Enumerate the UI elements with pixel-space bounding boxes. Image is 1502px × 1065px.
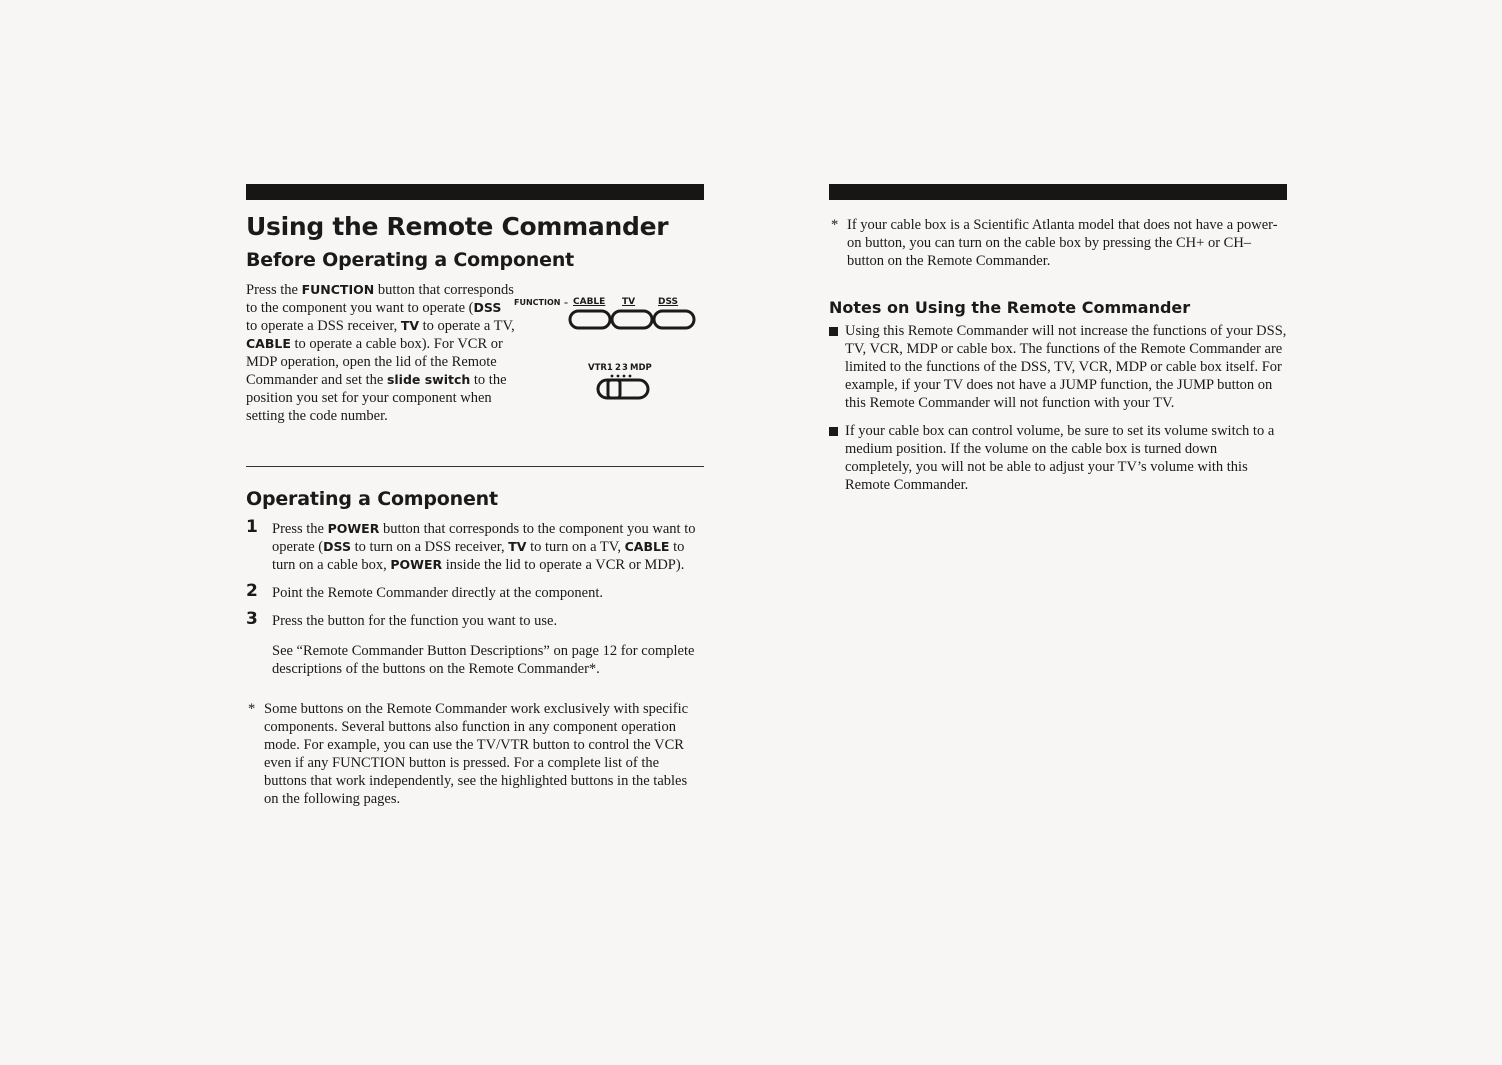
bullet-square-icon xyxy=(829,427,838,436)
note-item xyxy=(829,322,1287,412)
slide-switch-illustration xyxy=(586,363,676,407)
section-divider xyxy=(246,466,704,467)
text-run: to operate a DSS receiver, xyxy=(246,318,401,334)
function-dash: – xyxy=(564,298,568,307)
tv-button-shape xyxy=(612,311,652,328)
cable-keyword: CABLE xyxy=(246,336,291,351)
footnote-asterisk: * xyxy=(831,217,839,233)
mdp-label: MDP xyxy=(630,363,652,373)
step-number: 1 xyxy=(246,517,258,537)
note-item xyxy=(829,422,1287,494)
step-text: Point the Remote Commander directly at the component. xyxy=(272,585,604,601)
text-run: to operate a cable box). For VCR or MDP operation, open the lid of the Remote Commander and set the xyxy=(246,336,503,388)
text-run: to operate a TV, xyxy=(419,318,515,334)
step-3 xyxy=(246,609,704,630)
switch-label-3: 3 xyxy=(622,363,628,373)
footnote-text: If your cable box is a Scientific Atlanta model that does not have a power-on button, you can turn on the cable box by pressing the CH+ or CH– button on the Remote Commander. xyxy=(847,217,1278,269)
step-1 xyxy=(246,517,704,574)
tv-keyword: TV xyxy=(400,318,420,333)
operating-component-heading: Operating a Component xyxy=(246,488,498,510)
text-run: button that corresponds to the component you want to operate ( xyxy=(272,521,696,555)
cable-box-footnote xyxy=(829,216,1287,270)
step-number: 3 xyxy=(246,609,258,629)
before-operating-section xyxy=(246,281,704,453)
text-run: Press the xyxy=(272,521,328,537)
notes-heading: Notes on Using the Remote Commander xyxy=(829,298,1191,317)
function-label: FUNCTION xyxy=(514,298,561,307)
text-run: button that corresponds to the component you want to operate ( xyxy=(246,282,514,316)
footnote-text: Some buttons on the Remote Commander work exclusively with specific components. Several buttons also function in any component operation mode. For example, you can use the TV/VTR button to control the VCR even if any FUNCTION button is pressed. For a complete list of the buttons that work independently, see the highlighted buttons in the tables on the following pages. xyxy=(264,701,689,807)
power-keyword: POWER xyxy=(327,521,380,536)
dss-button-shape xyxy=(654,311,694,328)
before-operating-paragraph xyxy=(246,281,516,425)
function-button-shapes xyxy=(568,308,698,332)
dss-keyword: DSS xyxy=(473,300,502,315)
page-title: Using the Remote Commander xyxy=(246,212,669,241)
operating-steps xyxy=(246,517,704,808)
slide-switch-keyword: slide switch xyxy=(386,372,471,387)
right-column xyxy=(829,184,1287,494)
left-column xyxy=(246,184,704,807)
cable-button-label: CABLE xyxy=(573,297,606,307)
vtr1-label: VTR1 xyxy=(588,363,613,373)
slide-switch-shape xyxy=(586,373,666,405)
dss-keyword: DSS xyxy=(323,539,351,554)
section-header-bar xyxy=(246,184,704,200)
cable-button-shape xyxy=(570,311,610,328)
dss-button-label: DSS xyxy=(658,297,679,307)
text-run: to the position you set for your component when setting the code number. xyxy=(246,372,507,424)
section-header-bar xyxy=(829,184,1287,200)
tv-button-label: TV xyxy=(622,297,636,307)
tv-keyword: TV xyxy=(508,539,527,554)
power-keyword: POWER xyxy=(390,557,443,572)
see-reference-note: See “Remote Commander Button Descriptions” on page 12 for complete descriptions of the buttons on the Remote Commander*. xyxy=(272,643,695,677)
bullet-square-icon xyxy=(829,327,838,336)
note-text: Using this Remote Commander will not increase the functions of your DSS, TV, VCR, MDP or cable box. The functions of the Remote Commander are limited to the functions of the DSS, TV, VCR, MDP or cable box itself. For example, if your TV does not have a JUMP function, the JUMP button on this Remote Commander will not function with your TV. xyxy=(845,323,1287,411)
switch-label-2: 2 xyxy=(615,363,621,373)
step-text: Press the button for the function you want to use. xyxy=(272,613,558,629)
text-run: to turn on a TV, xyxy=(526,539,625,555)
cable-keyword: CABLE xyxy=(624,539,670,554)
note-text: If your cable box can control volume, be sure to set its volume switch to a medium position. If the volume on the cable box is turned down completely, you will not be able to adjust your TV’s volume with this Remote Commander. xyxy=(845,423,1275,493)
text-run: inside the lid to operate a VCR or MDP). xyxy=(442,557,685,573)
footnote xyxy=(246,700,704,808)
step-number: 2 xyxy=(246,581,258,601)
text-run: Press the xyxy=(246,282,302,298)
function-buttons-illustration xyxy=(514,298,704,338)
before-operating-heading: Before Operating a Component xyxy=(246,249,575,271)
notes-list xyxy=(829,322,1287,494)
text-run: to turn on a DSS receiver, xyxy=(350,539,509,555)
function-keyword: FUNCTION xyxy=(301,282,375,297)
step-2 xyxy=(246,581,704,602)
footnote-asterisk: * xyxy=(248,701,256,717)
text-run: to turn on a cable box, xyxy=(272,539,685,573)
